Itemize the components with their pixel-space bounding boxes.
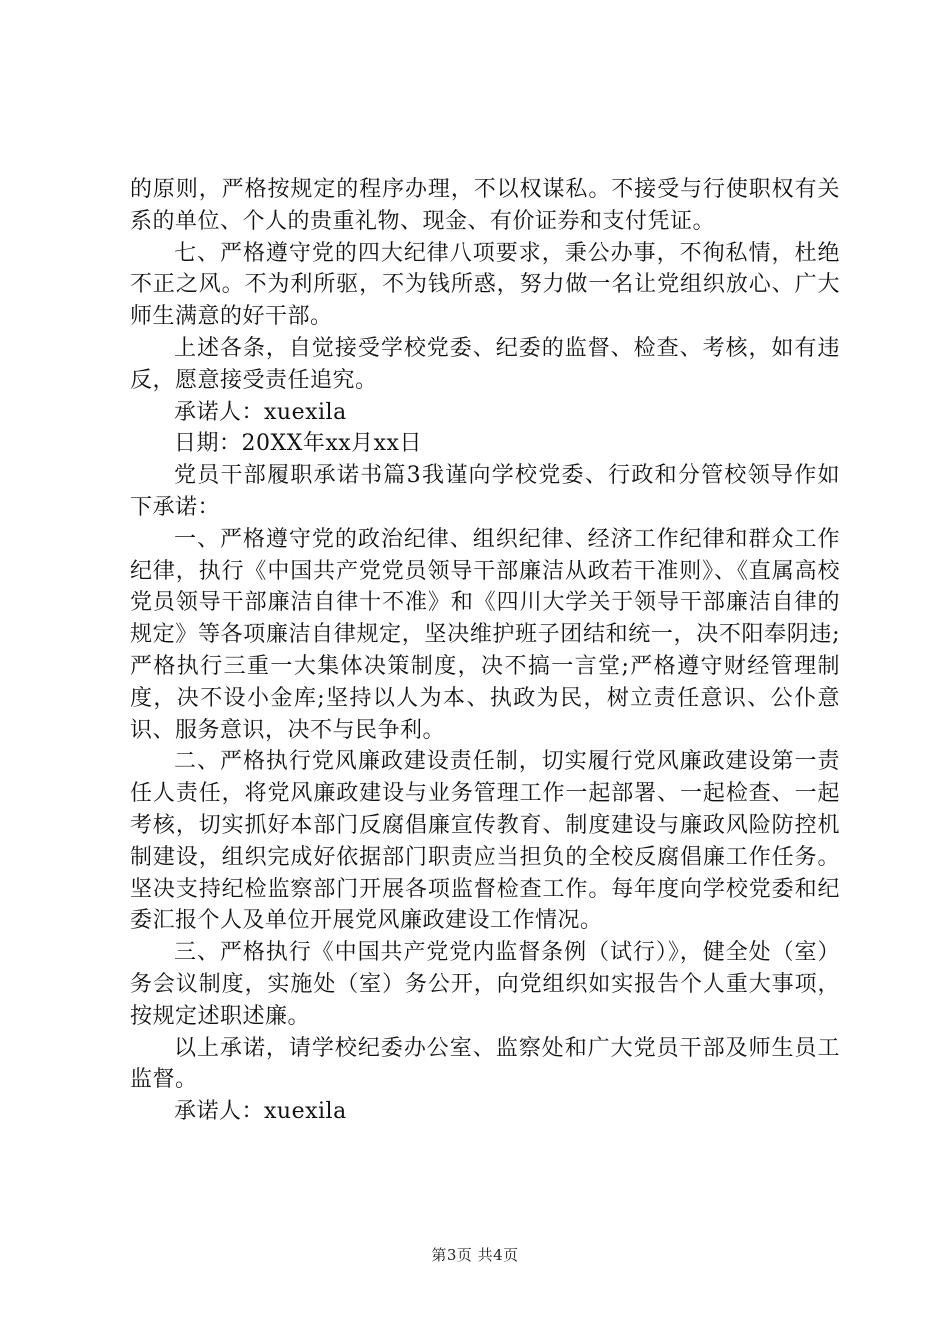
paragraph-continuation: 的原则，严格按规定的程序办理，不以权谋私。不接受与行使职权有关系的单位、个人的贵重礼物、现金、有价证券和支付凭证。 — [130, 177, 840, 234]
page-number-footer: 第3页 共4页 — [431, 1246, 519, 1264]
paragraph-supervision: 以上承诺，请学校纪委办公室、监察处和广大党员干部及师生员工监督。 — [130, 1035, 840, 1093]
paragraph-item-three: 三、严格执行《中国共产党党内监督条例（试行）》，健全处（室）务会议制度，实施处（室）务公开，向党组织如实报告个人重大事项，按规定述职述廉。 — [130, 940, 840, 1029]
paragraph-item-one: 一、严格遵守党的政治纪律、组织纪律、经济工作纪律和群众工作纪律，执行《中国共产党党员领导干部廉洁从政若干准则》、《直属高校党员领导干部廉洁自律十不准》和《四川大学关于领导干部廉洁自律的规定》等各项廉洁自律规定，坚决维护班子团结和统一，决不阳奉阴违;严格执行三重一大集体决策制度，决不搞一言堂;严格遵守财经管理制度，决不设小金库;坚持以人为本、执政为民，树立责任意识、公仆意识、服务意识，决不与民争利。 — [130, 526, 840, 743]
document-body — [130, 174, 840, 1128]
signatory-line-2: 承诺人：xuexila — [174, 1099, 347, 1125]
signatory-line: 承诺人：xuexila — [174, 399, 347, 425]
paragraph-item-seven: 七、严格遵守党的四大纪律八项要求，秉公办事，不徇私情，杜绝不正之风。不为利所驱，不为钱所惑，努力做一名让党组织放心、广大师生满意的好干部。 — [130, 240, 840, 330]
paragraph-item-two: 二、严格执行党风廉政建设责任制，切实履行党风廉政建设第一责任人责任，将党风廉政建设与业务管理工作一起部署、一起检查、一起考核，切实抓好本部门反腐倡廉宣传教育、制度建设与廉政风险防控机制建设，组织完成好依据部门职责应当担负的全校反腐倡廉工作任务。坚决支持纪检监察部门开展各项监督检查工作。每年度向学校党委和纪委汇报个人及单位开展党风廉政建设工作情况。 — [130, 749, 840, 934]
date-line: 日期：20XX年xx月xx日 — [174, 431, 422, 457]
paragraph-section-three-intro: 党员干部履职承诺书篇3我谨向学校党委、行政和分管校领导作如下承诺： — [130, 463, 840, 520]
paragraph-acceptance: 上述各条，自觉接受学校党委、纪委的监督、检查、考核，如有违反，愿意接受责任追究。 — [130, 335, 840, 393]
